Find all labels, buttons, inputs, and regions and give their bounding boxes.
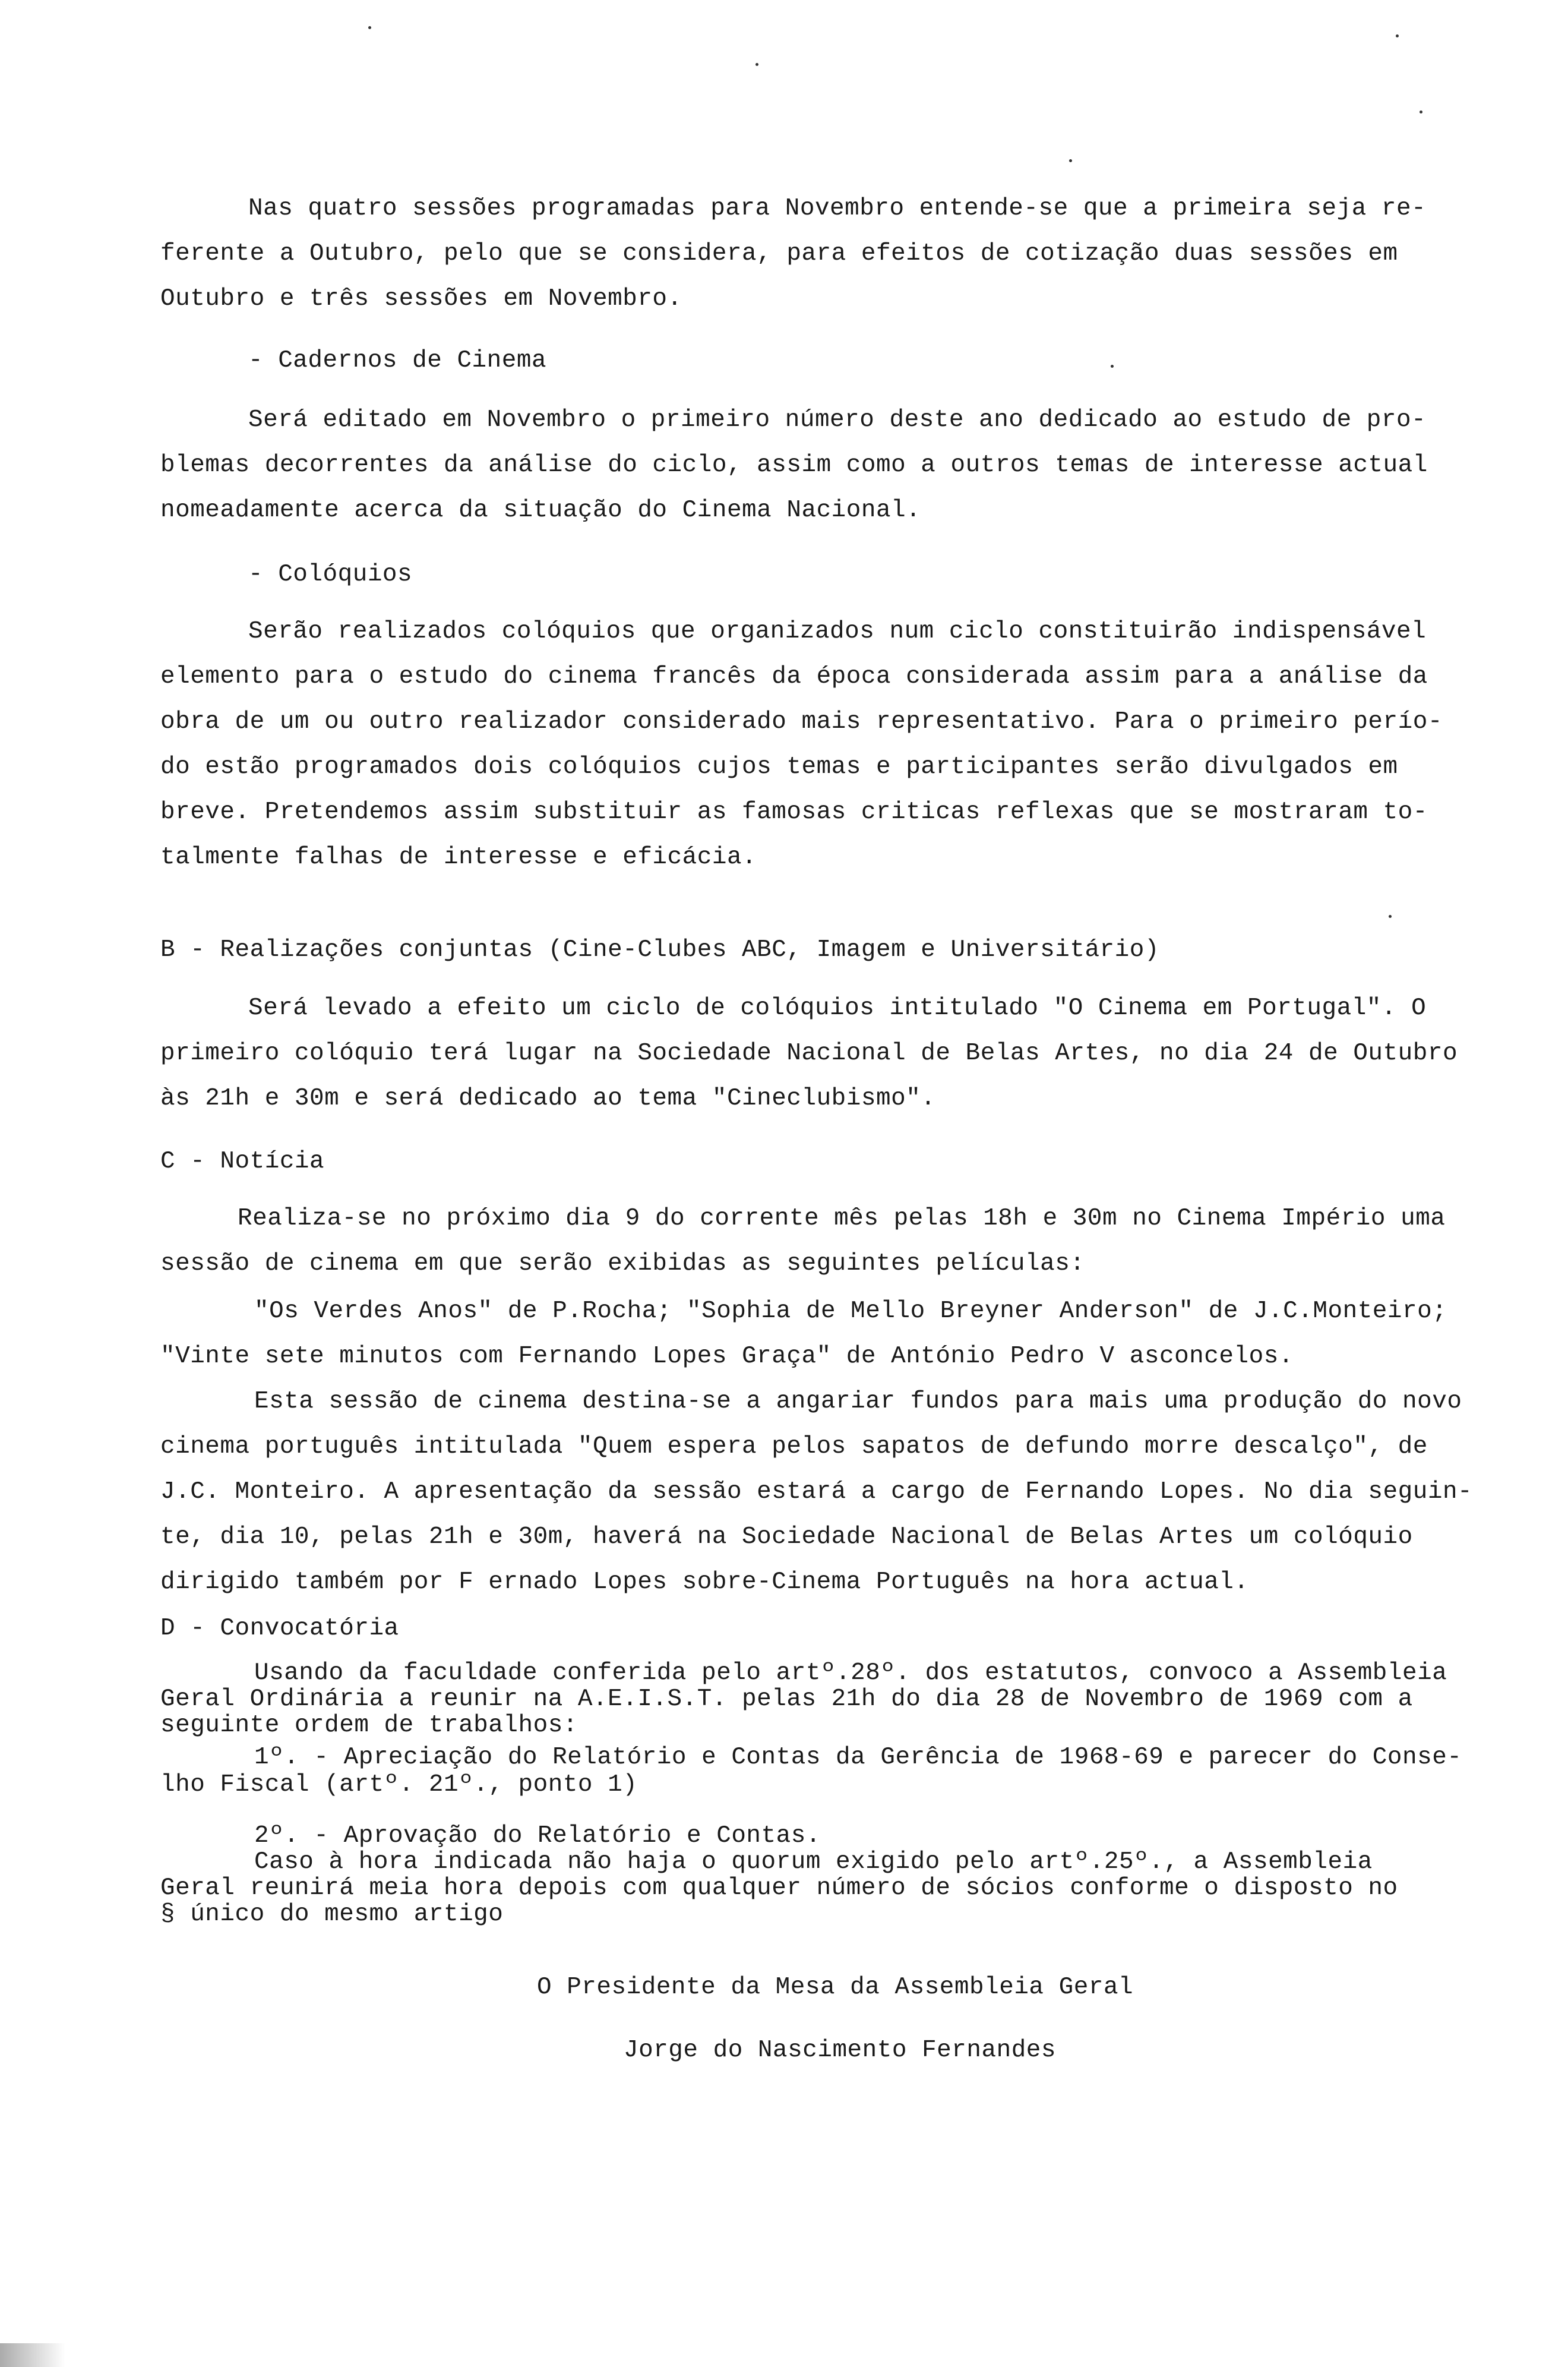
body-line: § único do mesmo artigo (160, 1901, 504, 1928)
body-line: Será levado a efeito um ciclo de colóquios intitulado "O Cinema em Portugal". O (248, 995, 1427, 1022)
subsection-heading: - Cadernos de Cinema (248, 347, 547, 374)
body-line: Geral reunirá meia hora depois com qualquer número de sócios conforme o disposto no (160, 1874, 1398, 1902)
body-line: elemento para o estudo do cinema francês da época considerada assim para a análise da (160, 663, 1428, 690)
scan-speck (1396, 34, 1399, 37)
scan-speck (1420, 111, 1422, 113)
body-line: 1º. - Apreciação do Relatório e Contas da Gerência de 1968-69 e parecer do Conse- (254, 1744, 1462, 1771)
section-heading: D - Convocatória (160, 1615, 399, 1642)
body-line: te, dia 10, pelas 21h e 30m, haverá na Sociedade Nacional de Belas Artes um colóquio (160, 1523, 1413, 1551)
body-line: blemas decorrentes da análise do ciclo, assim como a outros temas de interesse actual (160, 452, 1428, 479)
body-line: obra de um ou outro realizador considerado mais representativo. Para o primeiro perío- (160, 708, 1443, 736)
subsection-heading: - Colóquios (248, 561, 413, 588)
body-line: dirigido também por F ernado Lopes sobre-Cinema Português na hora actual. (160, 1568, 1249, 1596)
body-line: sessão de cinema em que serão exibidas as seguintes películas: (160, 1250, 1085, 1277)
body-line: Nas quatro sessões programadas para Novembro entende-se que a primeira seja re- (248, 195, 1427, 222)
body-line: 2º. - Aprovação do Relatório e Contas. (254, 1822, 821, 1850)
body-line: Esta sessão de cinema destina-se a angariar fundos para mais uma produção do novo (254, 1388, 1462, 1415)
section-heading: B - Realizações conjuntas (Cine-Clubes ABC, Imagem e Universitário) (160, 936, 1159, 964)
body-line: breve. Pretendemos assim substituir as famosas criticas reflexas que se mostraram to- (160, 799, 1428, 826)
body-line: Outubro e três sessões em Novembro. (160, 285, 682, 313)
scan-speck (368, 26, 371, 29)
body-line: J.C. Monteiro. A apresentação da sessão estará a cargo de Fernando Lopes. No dia seguin- (160, 1478, 1473, 1506)
body-line: às 21h e 30m e será dedicado ao tema "Cineclubismo". (160, 1085, 936, 1112)
body-line: ferente a Outubro, pelo que se considera, para efeitos de cotização duas sessões em (160, 240, 1398, 267)
body-line: cinema português intitulada "Quem espera pelos sapatos de defundo morre descalço", de (160, 1433, 1428, 1460)
body-line: primeiro colóquio terá lugar na Sociedade Nacional de Belas Artes, no dia 24 de Outubro (160, 1040, 1458, 1067)
body-line: Realiza-se no próximo dia 9 do corrente mês pelas 18h e 30m no Cinema Império uma (238, 1205, 1446, 1232)
section-heading: C - Notícia (160, 1148, 325, 1175)
signature-title: O Presidente da Mesa da Assembleia Geral (537, 1974, 1134, 2001)
body-line: lho Fiscal (artº. 21º., ponto 1) (160, 1771, 638, 1798)
body-line: seguinte ordem de trabalhos: (160, 1712, 578, 1739)
body-line: talmente falhas de interesse e eficácia. (160, 844, 757, 871)
body-line: Serão realizados colóquios que organizados num ciclo constituirão indispensável (248, 618, 1427, 645)
body-line: do estão programados dois colóquios cujos temas e participantes serão divulgados em (160, 753, 1398, 781)
scan-speck (1111, 365, 1114, 368)
scan-speck (1069, 159, 1072, 162)
body-line: Caso à hora indicada não haja o quorum exigido pelo artº.25º., a Assembleia (254, 1848, 1373, 1876)
body-line: "Vinte sete minutos com Fernando Lopes Graça" de António Pedro V asconcelos. (160, 1343, 1294, 1370)
body-line: "Os Verdes Anos" de P.Rocha; "Sophia de Mello Breyner Anderson" de J.C.Monteiro; (254, 1298, 1447, 1325)
scan-artifact (0, 2343, 65, 2367)
signature-name: Jorge do Nascimento Fernandes (624, 2037, 1057, 2064)
body-line: nomeadamente acerca da situação do Cinema Nacional. (160, 497, 921, 524)
body-line: Usando da faculdade conferida pelo artº.28º. dos estatutos, convoco a Assembleia (254, 1659, 1447, 1687)
body-line: Será editado em Novembro o primeiro número deste ano dedicado ao estudo de pro- (248, 406, 1427, 434)
scan-speck (755, 63, 758, 66)
scan-speck (1389, 915, 1392, 918)
body-line: Geral Ordinária a reunir na A.E.I.S.T. pelas 21h do dia 28 de Novembro de 1969 com a (160, 1686, 1413, 1713)
